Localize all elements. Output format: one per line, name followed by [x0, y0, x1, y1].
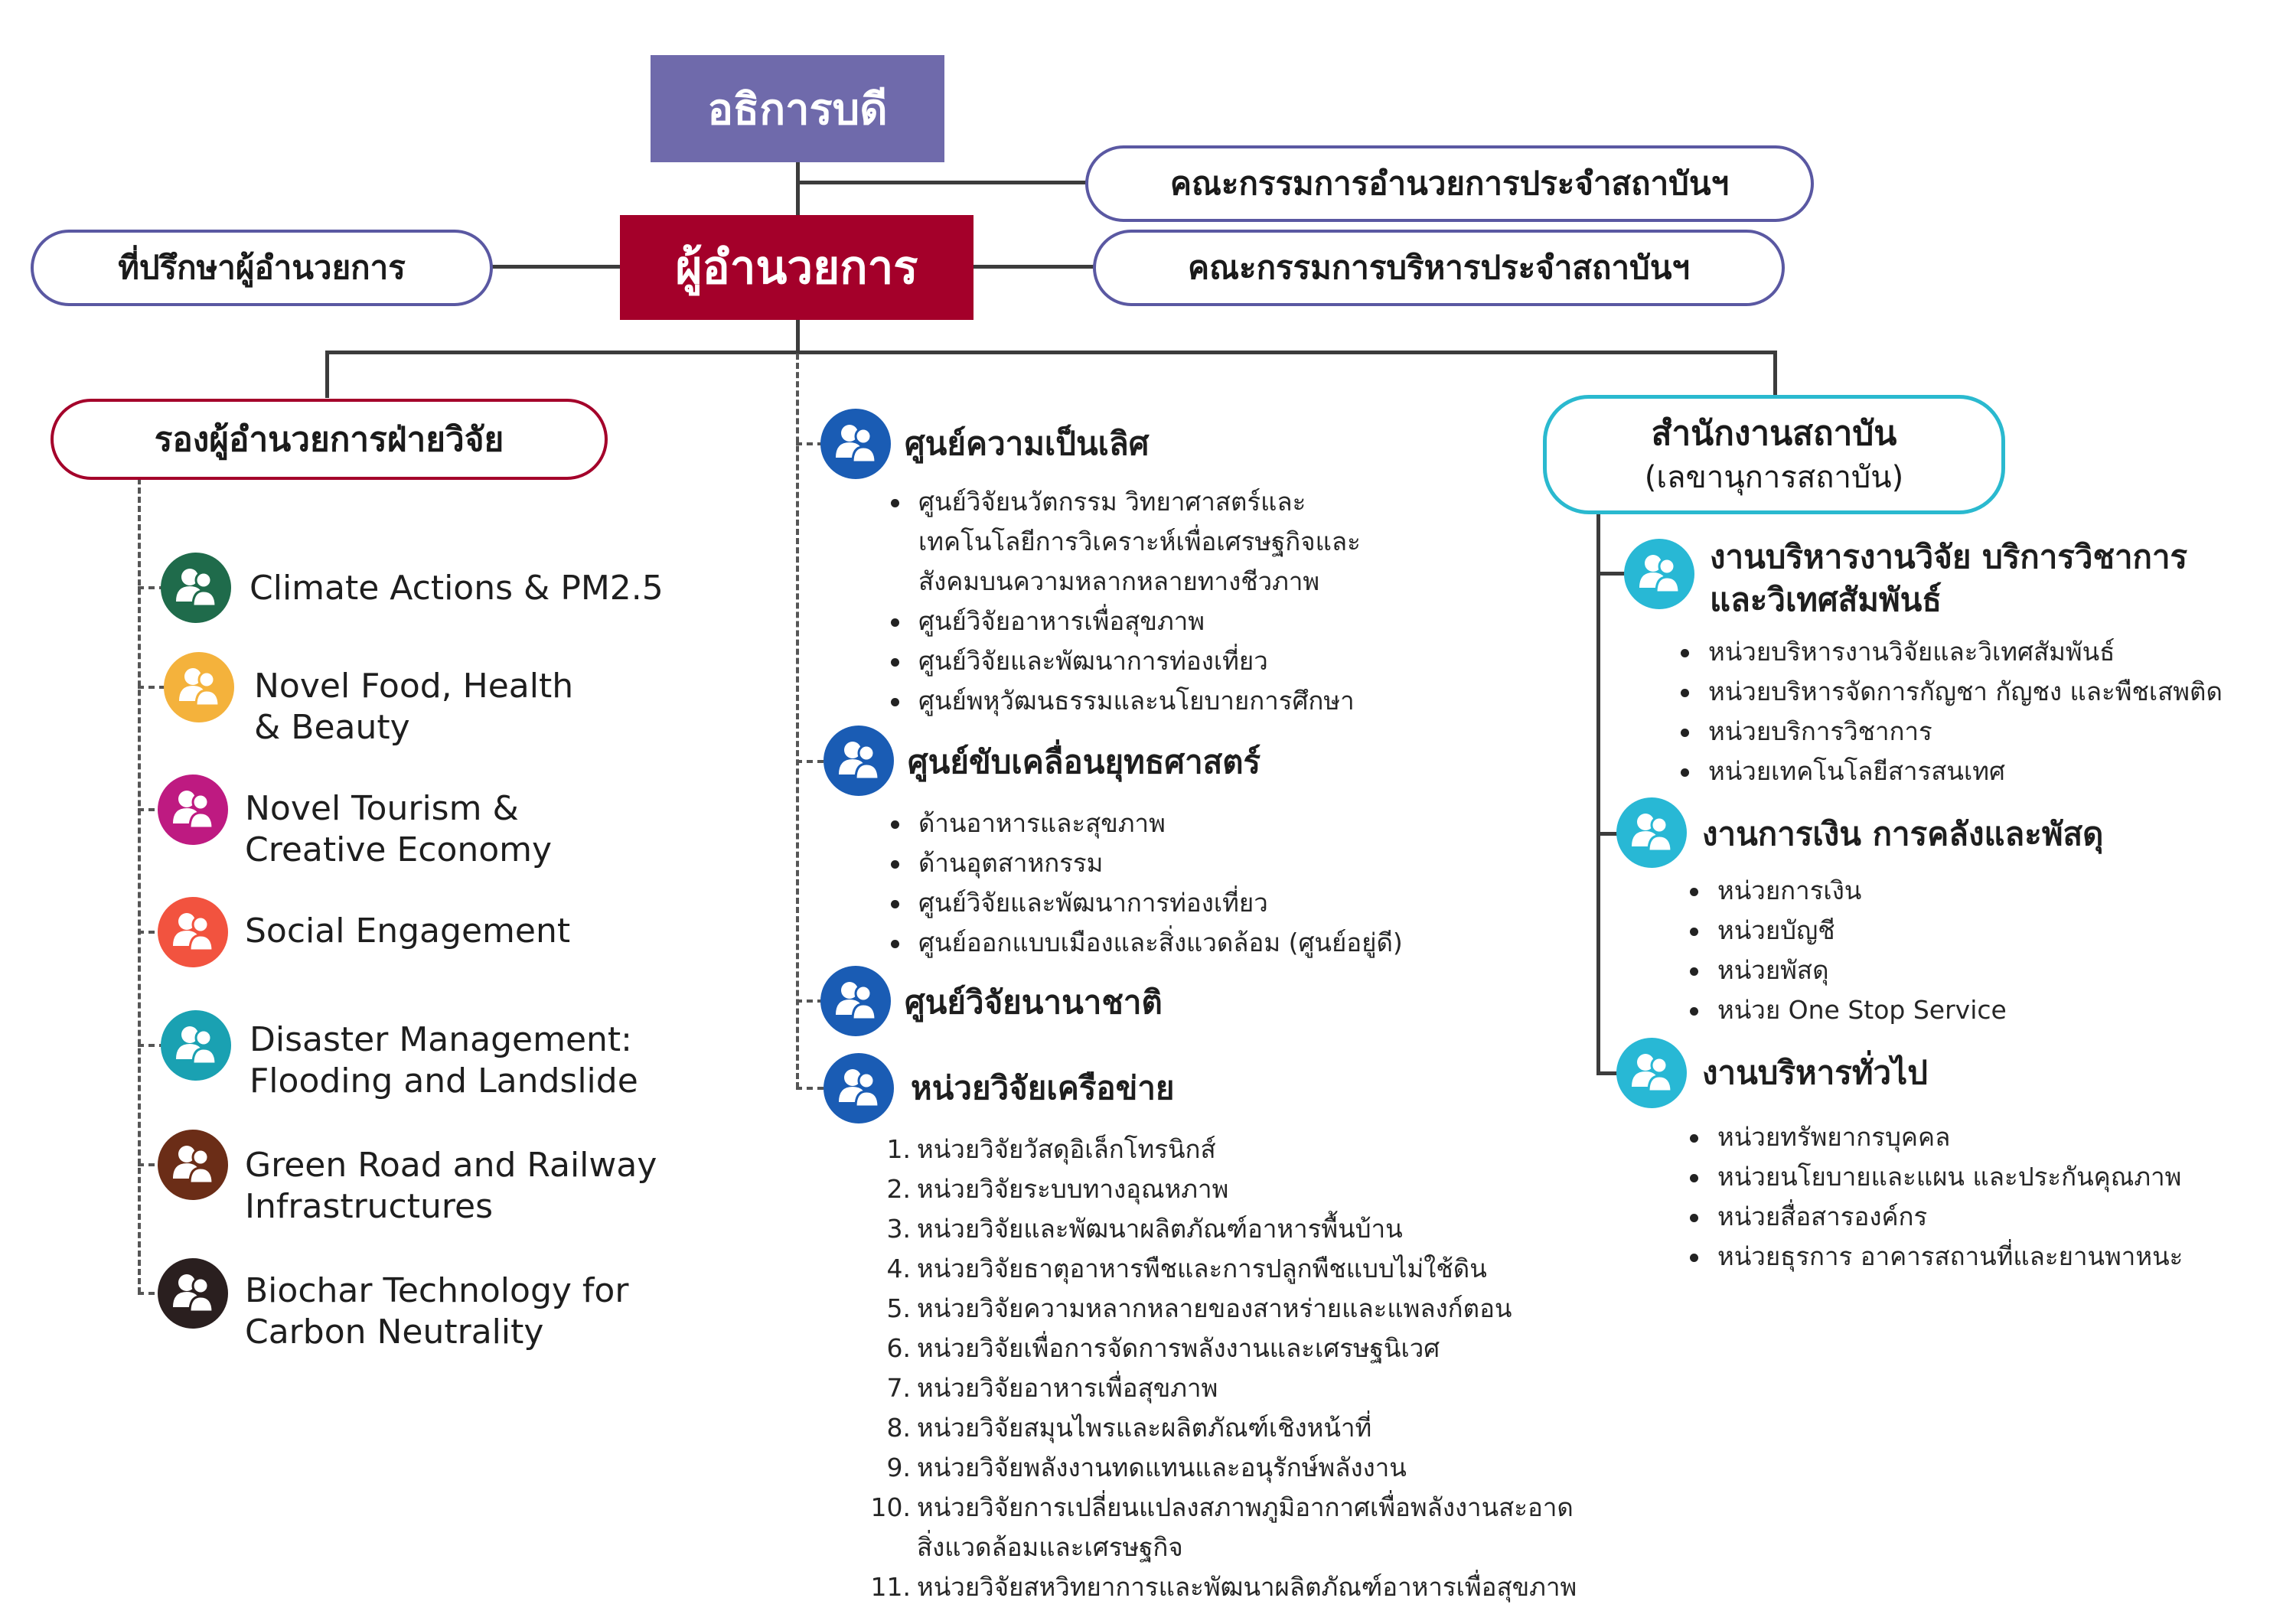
list-item: หน่วยพัสดุ — [1717, 951, 2007, 990]
finance-list — [1678, 871, 2007, 1030]
list-text: หน่วยวิจัยความหลากหลายของสาหร่ายและแพลงก์ตอน — [917, 1293, 1512, 1323]
list-text: หน่วยวิจัยและพัฒนาผลิตภัณฑ์อาหารพื้นบ้าน — [917, 1214, 1403, 1244]
general-admin-list — [1678, 1117, 2183, 1277]
list-item: ศูนย์ออกแบบเมืองและสิ่งแวดล้อม (ศูนย์อยู่ดี) — [918, 923, 1403, 963]
committee-box-2 — [1093, 230, 1785, 306]
list-number: 1. — [886, 1134, 911, 1164]
people-icon — [158, 774, 228, 845]
people-icon — [823, 726, 894, 796]
advisor-label: ที่ปรึกษาผู้อำนวยการ — [118, 249, 406, 286]
pillar-line-2: Creative Economy — [245, 830, 553, 869]
list-text: หน่วยวิจัยพลังงานทดแทนและอนุรักษ์พลังงาน — [917, 1453, 1407, 1482]
list-number: 11. — [870, 1572, 911, 1602]
list-item: หน่วยนโยบายและแผน และประกันคุณภาพ — [1717, 1157, 2183, 1197]
people-icon — [164, 652, 234, 722]
list-number: 4. — [886, 1254, 911, 1283]
pillar-line-1: Novel Food, Health — [254, 667, 574, 706]
list-item — [856, 1130, 1577, 1169]
list-item — [856, 1289, 1577, 1329]
research-admin-title-line-1: งานบริหารงานวิจัย บริการวิชาการ — [1710, 538, 2188, 576]
list-item: หน่วยสื่อสารองค์กร — [1717, 1197, 2183, 1237]
list-number: 6. — [886, 1333, 911, 1363]
connector-branch-left — [325, 351, 329, 398]
list-text: หน่วยวิจัยสหวิทยาการและพัฒนาผลิตภัณฑ์อาหารเพื่อสุขภาพ — [917, 1572, 1577, 1602]
list-item: หน่วยธุรการ อาคารสถานที่และยานพาหนะ — [1717, 1237, 2183, 1277]
list-item: หน่วยบัญชี — [1717, 911, 2007, 951]
pillar-social-engagement — [245, 911, 570, 952]
network-units-title: หน่วยวิจัยเครือข่าย — [911, 1069, 1175, 1107]
people-icon — [158, 897, 228, 967]
left-dash-2 — [138, 686, 165, 689]
center-dash-excellence — [796, 442, 823, 445]
right-trunk — [1596, 514, 1600, 1075]
list-item: หน่วยการเงิน — [1717, 871, 2007, 911]
list-item: หน่วยบริการวิชาการ — [1708, 712, 2223, 752]
committee-1-label: คณะกรรมการอำนวยการประจำสถาบันฯ — [1169, 165, 1730, 202]
left-dashed-trunk — [138, 478, 141, 1293]
list-item: หน่วยเทคโนโลยีสารสนเทศ — [1708, 752, 2223, 791]
people-icon — [158, 1258, 228, 1329]
strategy-center-title: ศูนย์ขับเคลื่อนยุทธศาสตร์ — [908, 743, 1261, 781]
list-item — [856, 1329, 1577, 1368]
center-dashed-trunk — [796, 354, 799, 1088]
people-icon — [820, 409, 891, 479]
excellence-center-list — [879, 482, 1361, 721]
pillar-line-1: Climate Actions & PM2.5 — [249, 569, 664, 608]
strategy-center-list — [879, 804, 1403, 963]
list-text: หน่วยวิจัยสมุนไพรและผลิตภัณฑ์เชิงหน้าที่ — [917, 1413, 1372, 1443]
list-item-continuation: เทคโนโลยีการวิเคราะห์เพื่อเศรษฐกิจและ — [918, 527, 1361, 556]
research-admin-title — [1710, 536, 2187, 621]
director-label: ผู้อำนวยการ — [675, 241, 918, 295]
connector-branch-horizontal — [325, 351, 1777, 354]
deputy-director-box — [51, 399, 608, 480]
list-item — [856, 1488, 1577, 1528]
list-number: 7. — [886, 1373, 911, 1403]
institute-office-subtitle: (เลขานุการสถาบัน) — [1644, 460, 1904, 495]
finance-title: งานการเงิน การคลังและพัสดุ — [1702, 815, 2104, 853]
people-icon — [161, 1010, 231, 1081]
pillar-line-2: Flooding and Landslide — [249, 1061, 638, 1101]
pillar-line-1: Green Road and Railway — [245, 1146, 657, 1185]
list-text: หน่วยวิจัยวัสดุอิเล็กโทรนิกส์ — [917, 1134, 1216, 1164]
director-box — [620, 215, 974, 320]
list-number: 9. — [886, 1453, 911, 1482]
research-admin-title-line-2: และวิเทศสัมพันธ์ — [1710, 581, 1942, 618]
list-number: 2. — [886, 1174, 911, 1204]
pillar-line-1: Social Engagement — [245, 911, 571, 951]
pillar-novel-tourism — [245, 788, 552, 871]
list-item — [856, 1209, 1577, 1249]
list-item: หน่วยบริหารงานวิจัยและวิเทศสัมพันธ์ — [1708, 632, 2223, 672]
list-item: ด้านอาหารและสุขภาพ — [918, 804, 1403, 843]
network-units-list — [856, 1130, 1577, 1607]
list-number: 10. — [870, 1492, 911, 1522]
center-dash-international — [796, 1000, 823, 1003]
people-icon — [823, 1053, 894, 1123]
deputy-director-label: รองผู้อำนวยการฝ่ายวิจัย — [154, 420, 504, 459]
connector-committee-2 — [972, 265, 1094, 269]
international-center-title: ศูนย์วิจัยนานาชาติ — [905, 983, 1163, 1021]
pillar-line-1: Biochar Technology for — [245, 1271, 629, 1310]
list-number — [856, 1528, 917, 1567]
list-text: สิ่งแวดล้อมและเศรษฐกิจ — [917, 1532, 1183, 1562]
president-box — [651, 55, 944, 162]
pillar-novel-food — [254, 666, 573, 748]
list-number: 5. — [886, 1293, 911, 1323]
list-text: หน่วยวิจัยระบบทางอุณหภาพ — [917, 1174, 1229, 1204]
people-icon — [1616, 1038, 1687, 1108]
list-item: หน่วยบริหารจัดการกัญชา กัญชง และพืชเสพติด — [1708, 672, 2223, 712]
list-item: ศูนย์วิจัยและพัฒนาการท่องเที่ยว — [918, 883, 1403, 923]
pillar-line-1: Novel Tourism & — [245, 789, 519, 828]
connector-branch-right — [1773, 351, 1777, 395]
connector-advisor — [490, 265, 620, 269]
people-icon — [1624, 539, 1694, 609]
research-admin-list — [1668, 632, 2223, 791]
pillar-disaster-management — [249, 1019, 638, 1102]
right-tick-research — [1596, 572, 1627, 576]
pillar-line-2: Carbon Neutrality — [245, 1313, 544, 1352]
center-dash-network — [796, 1087, 823, 1090]
list-item — [856, 1368, 1577, 1408]
committee-2-label: คณะกรรมการบริหารประจำสถาบันฯ — [1187, 249, 1691, 286]
pillar-line-1: Disaster Management: — [249, 1020, 632, 1059]
pillar-line-2: Infrastructures — [245, 1187, 494, 1226]
list-item: หน่วย One Stop Service — [1717, 990, 2007, 1030]
people-icon — [820, 966, 891, 1036]
pillar-line-2: & Beauty — [254, 708, 410, 747]
list-text: หน่วยวิจัยธาตุอาหารพืชและการปลูกพืชแบบไม่ใช้ดิน — [917, 1254, 1487, 1283]
list-text: หน่วยวิจัยการเปลี่ยนแปลงสภาพภูมิอากาศเพื่อพลังงานสะอาด — [917, 1492, 1574, 1522]
list-item — [856, 1249, 1577, 1289]
people-icon — [1616, 797, 1687, 868]
advisor-box — [31, 230, 493, 306]
people-icon — [161, 553, 231, 623]
list-item-continuation: สังคมบนความหลากหลายทางชีวภาพ — [918, 566, 1320, 596]
institute-office-title: สำนักงานสถาบัน — [1651, 414, 1897, 453]
connector-committee-1 — [796, 181, 1087, 184]
list-text: หน่วยวิจัยอาหารเพื่อสุขภาพ — [917, 1373, 1218, 1403]
center-dash-strategy — [796, 760, 823, 763]
people-icon — [158, 1130, 228, 1200]
president-label: อธิการบดี — [707, 84, 888, 135]
committee-box-1 — [1085, 145, 1814, 222]
list-item: ศูนย์วิจัยและพัฒนาการท่องเที่ยว — [918, 641, 1361, 681]
list-item — [856, 1448, 1577, 1488]
list-item: ด้านอุตสาหกรรม — [918, 843, 1403, 883]
pillar-biochar — [245, 1270, 628, 1353]
list-item: ศูนย์พหุวัฒนธรรมและนโยบายการศึกษา — [918, 681, 1361, 721]
excellence-center-title: ศูนย์ความเป็นเลิศ — [905, 425, 1150, 462]
list-number: 8. — [886, 1413, 911, 1443]
list-text: หน่วยวิจัยเพื่อการจัดการพลังงานและเศรษฐนิเวศ — [917, 1333, 1440, 1363]
pillar-green-road — [245, 1145, 657, 1228]
institute-office-box — [1543, 395, 2005, 514]
general-admin-title: งานบริหารทั่วไป — [1702, 1054, 1928, 1091]
list-item — [856, 1408, 1577, 1448]
list-item — [856, 1528, 1577, 1567]
pillar-climate — [249, 568, 664, 609]
list-item — [856, 1169, 1577, 1209]
list-item: หน่วยทรัพยากรบุคคล — [1717, 1117, 2183, 1157]
list-item: ศูนย์วิจัยอาหารเพื่อสุขภาพ — [918, 602, 1361, 641]
list-number: 3. — [886, 1214, 911, 1244]
list-item: ศูนย์วิจัยนวัตกรรม วิทยาศาสตร์และ — [918, 482, 1361, 522]
list-item — [856, 1567, 1577, 1607]
